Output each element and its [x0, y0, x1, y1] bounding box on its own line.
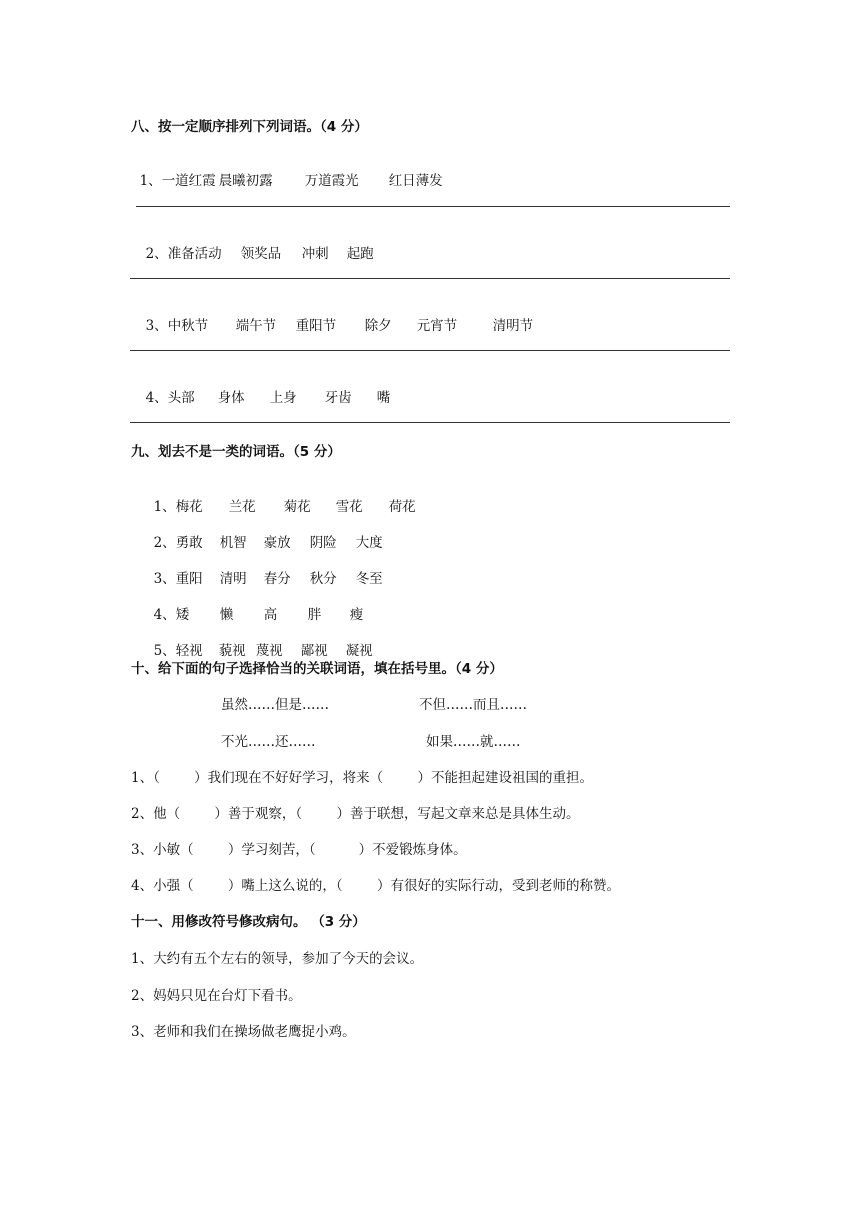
word: 矮 — [175, 607, 190, 623]
s11-item-2 — [131, 987, 302, 1005]
item-number: 4、 — [153, 607, 176, 623]
word: 万道霞光 — [304, 173, 359, 189]
item-number: 1、 — [131, 951, 154, 967]
section-9-heading: 九、划去不是一类的词语。（5 分） — [131, 444, 341, 460]
word: 懒 — [219, 607, 234, 623]
sentence: 他（ ）善于观察，（ ）善于联想，写起文章来总是具体生动。 — [153, 806, 580, 822]
word: 除夕 — [364, 318, 392, 334]
word: 重阳节 — [295, 318, 337, 334]
item-number: 3、 — [131, 1024, 154, 1040]
section-11-heading: 十一、用修改符号修改病句。 （3 分） — [131, 914, 366, 930]
word: 元宵节 — [416, 318, 458, 334]
word: 清明 — [219, 571, 247, 587]
word: 头部 — [167, 390, 195, 406]
word: 机智 — [219, 535, 247, 551]
sentence: 大约有五个左右的领导，参加了今天的会议。 — [153, 951, 424, 967]
word: 梅花 — [175, 499, 203, 515]
word: 秋分 — [309, 571, 337, 587]
sentence: 小强（ ）嘴上这么说的，（ ）有很好的实际行动，受到老师的称赞。 — [153, 878, 621, 894]
word: 端午节 — [235, 318, 277, 334]
item-number: 4、 — [131, 878, 154, 894]
s11-item-1 — [131, 950, 423, 968]
answer-line — [130, 278, 730, 279]
item-number: 3、 — [153, 571, 176, 587]
option-2: 不但……而且…… — [419, 697, 527, 713]
s9-item-2 — [145, 516, 383, 552]
sentence: （ ）我们现在不好好学习，将来（ ）不能担起建设祖国的重担。 — [153, 770, 594, 786]
sentence: 小敏（ ）学习刻苦，（ ）不爱锻炼身体。 — [153, 842, 467, 858]
word: 准备活动 — [167, 246, 222, 262]
word: 兰花 — [228, 499, 256, 515]
sentence: 老师和我们在操场做老鹰捉小鸡。 — [153, 1024, 356, 1040]
item-number: 5、 — [153, 643, 176, 659]
word: 雪花 — [335, 499, 363, 515]
word: 轻视 — [175, 643, 203, 659]
word: 领奖品 — [240, 246, 282, 262]
item-number: 1、 — [131, 770, 154, 786]
answer-line — [130, 350, 730, 351]
word: 菊花 — [283, 499, 311, 515]
word: 鄙视 — [300, 643, 328, 659]
word: 冲刺 — [301, 246, 329, 262]
word: 阴险 — [309, 535, 337, 551]
section-10-heading: 十、给下面的句子选择恰当的关联词语，填在括号里。（4 分） — [131, 661, 503, 677]
s9-item-5 — [145, 624, 373, 660]
word: 牙齿 — [324, 390, 352, 406]
s9-item-1 — [145, 480, 416, 516]
item-number: 2、 — [131, 806, 154, 822]
s8-item-4 — [137, 371, 390, 407]
item-number: 4、 — [145, 390, 168, 406]
option-4: 如果……就…… — [426, 734, 521, 750]
sentence: 妈妈只见在台灯下看书。 — [153, 988, 302, 1004]
item-number: 2、 — [145, 246, 168, 262]
option-1: 虽然……但是…… — [221, 697, 329, 713]
s8-item-3 — [137, 299, 533, 335]
word: 红日薄发 — [388, 173, 443, 189]
s8-item-1 — [131, 154, 443, 190]
s10-item-4 — [131, 877, 620, 895]
word: 荷花 — [388, 499, 416, 515]
answer-line — [136, 206, 730, 207]
s10-item-2 — [131, 805, 580, 823]
word: 重阳 — [175, 571, 203, 587]
word: 上身 — [269, 390, 297, 406]
section-8-heading: 八、按一定顺序排列下列词语。（4 分） — [131, 119, 368, 135]
word: 一道红霞 — [161, 173, 216, 189]
word: 身体 — [217, 390, 245, 406]
word: 春分 — [263, 571, 291, 587]
word: 嘴 — [376, 390, 391, 406]
s11-item-3 — [131, 1023, 356, 1041]
s10-item-3 — [131, 841, 467, 859]
s8-item-2 — [137, 227, 374, 263]
item-number: 3、 — [145, 318, 168, 334]
word: 冬至 — [355, 571, 383, 587]
answer-line — [130, 422, 730, 423]
s9-item-3 — [145, 552, 383, 588]
word: 中秋节 — [167, 318, 209, 334]
word: 豪放 — [263, 535, 291, 551]
word: 瘦 — [349, 607, 364, 623]
word: 藐视 — [218, 643, 246, 659]
word: 凝视 — [345, 643, 373, 659]
item-number: 3、 — [131, 842, 154, 858]
item-number: 2、 — [131, 988, 154, 1004]
word: 大度 — [355, 535, 383, 551]
s9-item-4 — [145, 588, 363, 624]
word: 蔑视 — [255, 643, 283, 659]
item-number: 1、 — [139, 173, 162, 189]
option-3: 不光……还…… — [221, 734, 316, 750]
item-number: 1、 — [153, 499, 176, 515]
s10-item-1 — [131, 769, 593, 787]
word: 勇敢 — [175, 535, 203, 551]
word: 清明节 — [492, 318, 534, 334]
item-number: 2、 — [153, 535, 176, 551]
word: 晨曦初露 — [218, 173, 273, 189]
word: 胖 — [307, 607, 322, 623]
word: 高 — [263, 607, 278, 623]
word: 起跑 — [346, 246, 374, 262]
